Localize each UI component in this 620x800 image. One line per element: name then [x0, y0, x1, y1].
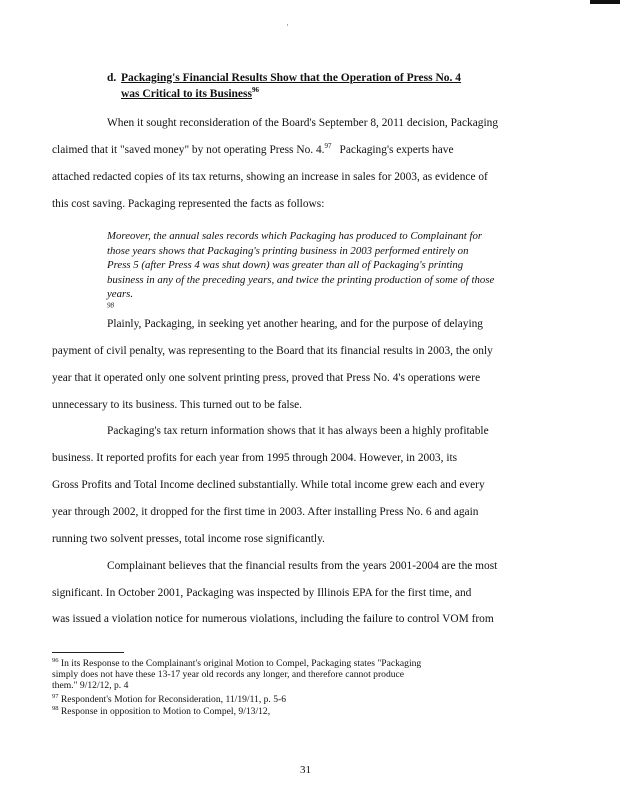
- footnote-96-line-2: simply does not have these 13-17 year old records any longer, and therefore cannot produce: [52, 669, 405, 680]
- para1-line-4: this cost saving. Packaging represented the facts as follows:: [52, 198, 325, 210]
- para2-line-1: Plainly, Packaging, in seeking yet another hearing, and for the purpose of delaying: [107, 318, 483, 330]
- heading-line-2: was Critical to its Business: [121, 88, 252, 100]
- footnote-97: [52, 694, 286, 705]
- para1-line-2-tail: Packaging's experts have: [339, 144, 454, 156]
- para4-line-3: was issued a violation notice for numerous violations, including the failure to control VOM from: [52, 613, 494, 625]
- para1-line-1: When it sought reconsideration of the Board's September 8, 2011 decision, Packaging: [107, 117, 499, 129]
- quote-line-5: years.: [107, 288, 134, 300]
- scan-speck: ·: [286, 20, 289, 30]
- footnote-ref-97: 97: [324, 142, 332, 151]
- footnote-96-line-1: In its Response to the Complainant's original Motion to Compel, Packaging states "Packaging: [60, 658, 422, 669]
- para2-line-4: unnecessary to its business. This turned out to be false.: [52, 399, 303, 411]
- footnote-ref-98: 98: [107, 300, 114, 309]
- quote-line-3: Press 5 (after Press 4 was shut down) was greater than all of Packaging's printing: [107, 259, 464, 271]
- para3-line-2: business. It reported profits for each year from 1995 through 2004. However, in 2003, its: [52, 452, 458, 464]
- para3-line-1: Packaging's tax return information shows that it has always been a highly profitable: [107, 425, 489, 437]
- para3-line-5: running two solvent presses, total income rose significantly.: [52, 533, 325, 545]
- footnote-96: [52, 658, 421, 691]
- footnote-96-number: 96: [52, 656, 59, 664]
- para4-line-1: Complainant believes that the financial results from the years 2001-2004 are the most: [107, 560, 498, 572]
- quote-line-2: those years shows that Packaging's printing business in 2003 performed entirely on: [107, 244, 469, 257]
- heading-footnote-ref: 96: [251, 86, 259, 95]
- quote-line-4: business in any of the preceding years, and twice the printing production of some of those: [107, 273, 495, 286]
- section-heading: [107, 70, 461, 102]
- para1-line-2: [52, 144, 454, 156]
- footnote-98-number: 98: [52, 704, 59, 712]
- footnote-96-line-3: them." 9/12/12, p. 4: [52, 680, 129, 691]
- block-quote: [107, 229, 547, 316]
- footnote-divider: [52, 652, 124, 653]
- para3-line-3: Gross Profits and Total Income declined substantially. While total income grew each and every: [52, 479, 485, 491]
- scan-edge-mark: [590, 0, 620, 4]
- para2-line-2: payment of civil penalty, was representing to the Board that its financial results in 2003, the only: [52, 345, 493, 357]
- para2-line-3: year that it operated only one solvent printing press, proved that Press No. 4's operations were: [52, 372, 481, 384]
- para3-line-4: year through 2002, it dropped for the first time in 2003. After installing Press No. 6 and again: [52, 506, 479, 518]
- footnote-97-number: 97: [52, 692, 59, 700]
- quote-line-1: Moreover, the annual sales records which Packaging has produced to Complainant for: [107, 230, 483, 242]
- para4-line-2: significant. In October 2001, Packaging was inspected by Illinois EPA for the first time, and: [52, 587, 472, 599]
- heading-number: d.: [107, 72, 117, 84]
- page-number: 31: [300, 764, 311, 776]
- footnote-98: [52, 706, 270, 717]
- footnote-98-text: Response in opposition to Motion to Compel, 9/13/12,: [60, 706, 271, 717]
- para1-line-2-text: claimed that it "saved money" by not operating Press No. 4.: [52, 144, 325, 156]
- heading-line-1: Packaging's Financial Results Show that the Operation of Press No. 4: [121, 72, 462, 84]
- para1-line-3: attached redacted copies of its tax returns, showing an increase in sales for 2003, as evidence of: [52, 171, 488, 183]
- footnote-97-text: Respondent's Motion for Reconsideration, 11/19/11, p. 5-6: [60, 694, 287, 705]
